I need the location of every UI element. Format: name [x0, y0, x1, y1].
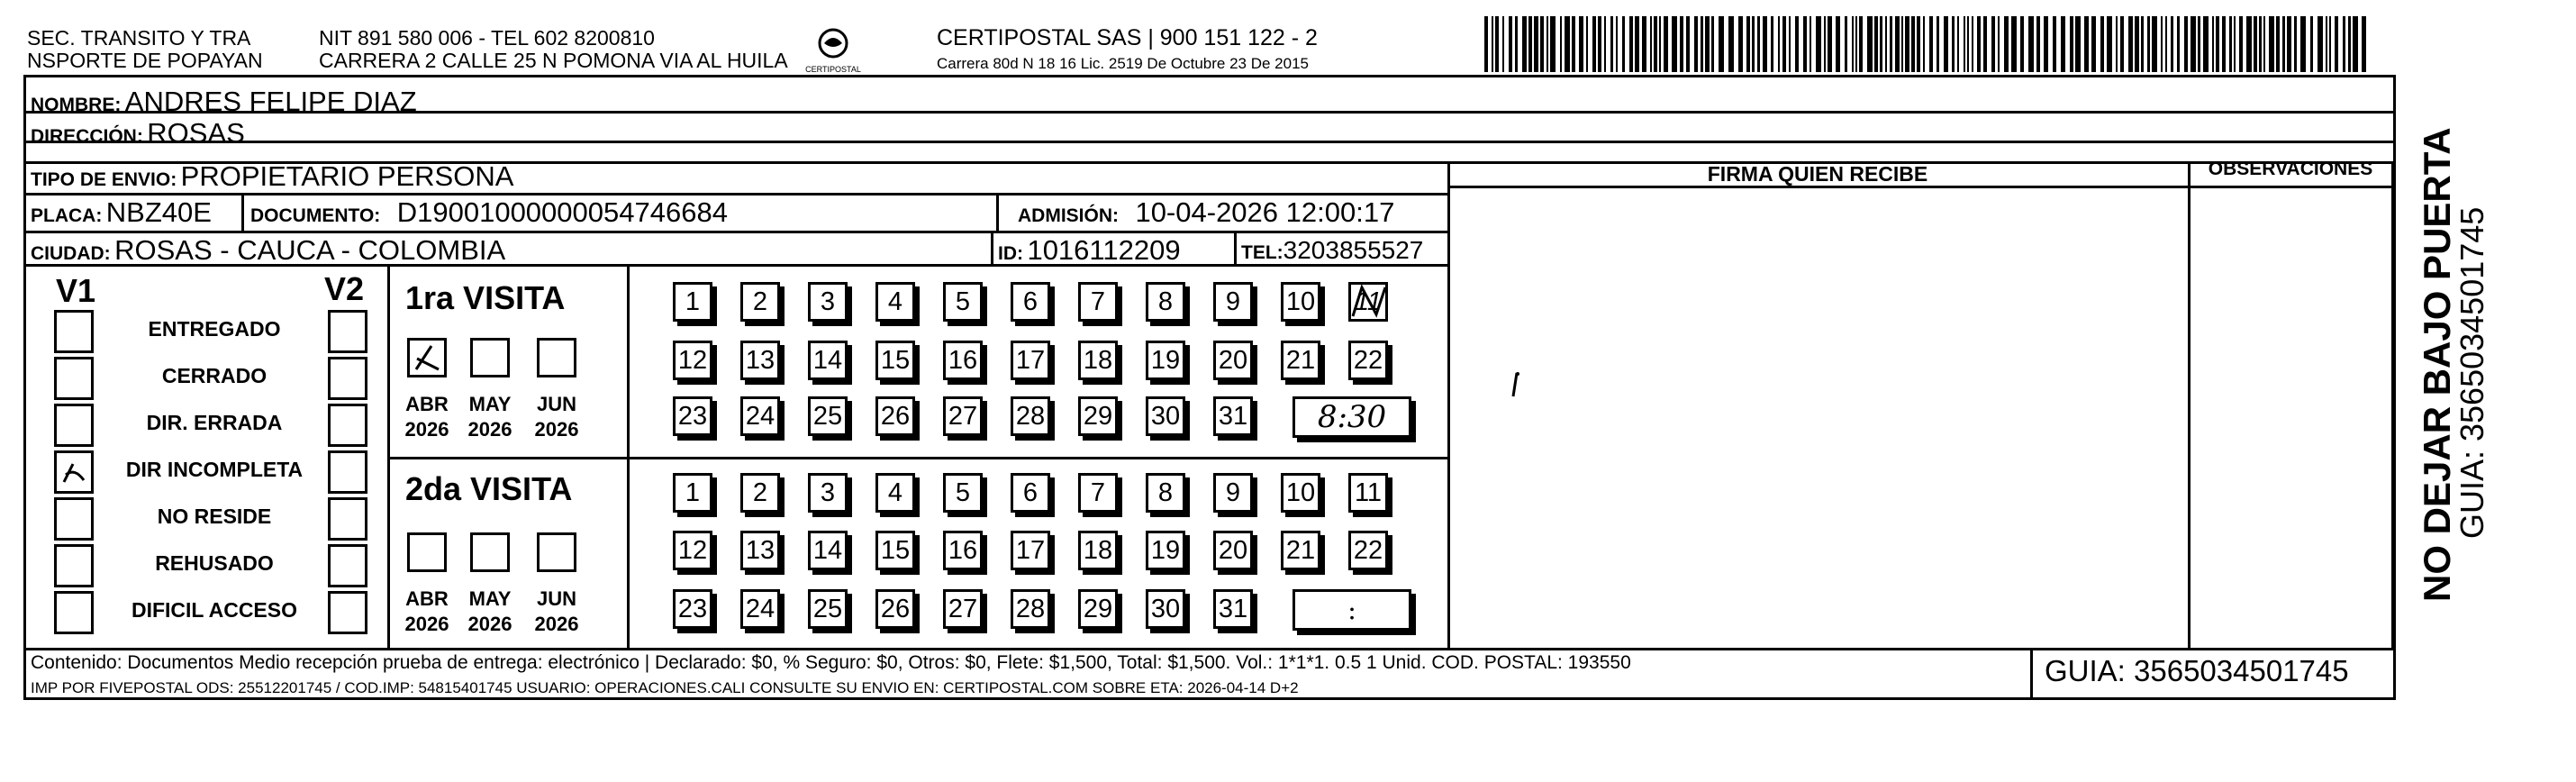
barcode-bar — [1923, 16, 1925, 72]
barcode-bar — [1642, 16, 1646, 72]
v2-checkbox[interactable] — [328, 450, 367, 494]
day-box[interactable]: 14 — [808, 531, 848, 570]
barcode-bar — [2100, 16, 2104, 72]
day-box[interactable]: 28 — [1011, 589, 1050, 629]
day-box[interactable]: 28 — [1011, 396, 1050, 436]
day-box[interactable]: 12 — [673, 341, 712, 380]
footer-contents: Contenido: Documentos Medio recepción prueba de entrega: electrónico | Declarado: $0, % Seguro: $0, Otros: $0, Flete: $1,500, Total: $1,500. Vol.: 1*1*1. 0.5 1 Unid. COD. POSTAL: 193550 — [31, 652, 1631, 673]
barcode-bar — [1810, 16, 1811, 72]
barcode-bar — [2141, 16, 2144, 72]
barcode-bar — [2161, 16, 2163, 72]
day-box[interactable]: 5 — [943, 282, 983, 322]
day-box[interactable]: 13 — [740, 531, 780, 570]
barcode-bar — [1752, 16, 1755, 72]
barcode-bar — [2326, 16, 2327, 72]
barcode-bar — [2184, 16, 2188, 72]
barcode-bar — [1890, 16, 1892, 72]
placa-cell — [31, 196, 212, 229]
barcode-bar — [2335, 16, 2338, 72]
barcode-bar — [1917, 16, 1920, 72]
day-box[interactable]: 16 — [943, 341, 983, 380]
barcode-bar — [1586, 16, 1588, 72]
footer-imp-line: IMP POR FIVEPOSTAL ODS: 25512201745 / COD.IMP: 54815401745 USUARIO: OPERACIONES.CALI CONSULTE SU ENVIO EN: CERTIPOSTAL.COM SOBRE ETA: 2026-04-14 D+2 — [31, 679, 1299, 696]
month-checkbox[interactable] — [407, 338, 447, 377]
barcode-bar — [2070, 16, 2073, 72]
sender-block — [27, 27, 263, 72]
sender-line-1: SEC. TRANSITO Y TRA — [27, 26, 251, 50]
day-box[interactable]: 20 — [1213, 341, 1253, 380]
barcode-bar — [1515, 16, 1518, 72]
barcode-bar — [2107, 16, 2112, 72]
day-box[interactable]: 18 — [1078, 341, 1118, 380]
status-label: DIR INCOMPLETA — [125, 458, 304, 481]
v2-checkbox[interactable] — [328, 310, 367, 353]
day-box[interactable]: 22 — [1348, 341, 1388, 380]
firma-header: FIRMA QUIEN RECIBE — [1707, 162, 1928, 186]
barcode-bar — [1610, 16, 1613, 72]
barcode-bar — [2254, 16, 2257, 72]
month-label: JUN 2026 — [534, 393, 579, 441]
status-label: ENTREGADO — [148, 317, 281, 341]
barcode-bar — [1622, 16, 1625, 72]
day-box[interactable]: 15 — [875, 531, 915, 570]
barcode-bar — [1911, 16, 1915, 72]
id-value: 1016112209 — [1027, 234, 1181, 266]
barcode-bar — [2084, 16, 2089, 72]
day-box[interactable]: 23 — [673, 589, 712, 629]
barcode-bar — [2212, 16, 2214, 72]
day-box[interactable]: 16 — [943, 531, 983, 570]
barcode-bar — [2216, 16, 2219, 72]
sender-line-2: NSPORTE DE POPAYAN — [27, 49, 263, 72]
barcode-bar — [1495, 16, 1499, 72]
barcode-bar — [1763, 16, 1767, 72]
barcode-bar — [2287, 16, 2291, 72]
direccion-value: ROSAS — [147, 117, 245, 149]
day-box[interactable]: 20 — [1213, 531, 1253, 570]
barcode-bar — [2036, 16, 2040, 72]
barcode-bar — [1484, 16, 1488, 72]
tel-label: TEL: — [1241, 242, 1283, 263]
day-box[interactable]: 14 — [808, 341, 848, 380]
barcode-bar — [1534, 16, 1538, 72]
barcode-bar — [2165, 16, 2167, 72]
status-label: NO RESIDE — [157, 505, 272, 528]
tipo-envio-row — [31, 160, 513, 193]
day-box[interactable]: 3 — [808, 282, 848, 322]
barcode-bar — [1859, 16, 1863, 72]
barcode-bar — [2116, 16, 2118, 72]
barcode-bar — [1547, 16, 1548, 72]
admision-label: ADMISIÓN: — [1018, 205, 1119, 226]
barcode-bar — [1855, 16, 1857, 72]
barcode-bar — [2300, 16, 2306, 72]
barcode-bar — [1983, 16, 1987, 72]
day-box[interactable]: 22 — [1348, 531, 1388, 570]
barcode-bar — [2171, 16, 2173, 72]
barcode-bar — [2091, 16, 2096, 72]
day-box[interactable]: 4 — [875, 473, 915, 513]
v2-checkbox[interactable] — [328, 591, 367, 634]
tipo-envio-value: PROPIETARIO PERSONA — [180, 160, 514, 192]
month-label: MAY 2026 — [467, 393, 512, 441]
barcode-bar — [1550, 16, 1556, 72]
observaciones-header: OBSERVACIONES — [2208, 159, 2373, 179]
barcode-bar — [2128, 16, 2133, 72]
barcode-bar — [2239, 16, 2243, 72]
day-box[interactable]: 29 — [1078, 396, 1118, 436]
day-box[interactable]: 24 — [740, 589, 780, 629]
day-box[interactable]: 18 — [1078, 531, 1118, 570]
barcode-bar — [1885, 16, 1887, 72]
day-box[interactable]: 11 — [1348, 282, 1388, 322]
barcode-bar — [2028, 16, 2034, 72]
barcode-bar — [1795, 16, 1799, 72]
nit-line: NIT 891 580 006 - TEL 602 8200810 — [319, 26, 655, 50]
day-box[interactable]: 8 — [1146, 473, 1185, 513]
barcode-bar — [1528, 16, 1532, 72]
barcode-bar — [2011, 16, 2017, 72]
month-label: MAY 2026 — [467, 587, 512, 635]
day-box[interactable]: 8 — [1146, 282, 1185, 322]
barcode-bar — [1592, 16, 1596, 72]
barcode-bar — [1694, 16, 1698, 72]
day-box[interactable]: 25 — [808, 396, 848, 436]
barcode-bar — [1629, 16, 1633, 72]
documento-value: D19001000000054746684 — [396, 196, 728, 228]
id-label: ID: — [998, 243, 1023, 264]
barcode-bar — [2177, 16, 2180, 72]
day-box[interactable]: 25 — [808, 589, 848, 629]
signature-mark — [1506, 369, 1524, 410]
month-checkbox[interactable] — [470, 532, 510, 572]
barcode-bar — [1598, 16, 1601, 72]
barcode-bar — [2317, 16, 2323, 72]
documento-cell — [250, 196, 728, 229]
barcode-bar — [2203, 16, 2209, 72]
day-box[interactable]: 21 — [1281, 341, 1320, 380]
barcode-bar — [1998, 16, 2000, 72]
tel-cell — [1241, 236, 1423, 265]
barcode-bar — [2282, 16, 2285, 72]
barcode-bar — [2198, 16, 2200, 72]
barcode-bar — [1540, 16, 1544, 72]
v2-checkbox[interactable] — [328, 497, 367, 541]
barcode-bar — [2147, 16, 2150, 72]
barcode-bar — [1664, 16, 1668, 72]
placa-label: PLACA: — [31, 205, 103, 226]
barcode-bar — [2075, 16, 2081, 72]
day-box[interactable]: 10 — [1281, 282, 1320, 322]
barcode-bar — [1565, 16, 1570, 72]
barcode-bar — [2004, 16, 2009, 72]
barcode-bar — [1828, 16, 1832, 72]
barcode-bar — [1937, 16, 1939, 72]
day-box[interactable]: 11 — [1348, 473, 1388, 513]
barcode-bar — [1867, 16, 1873, 72]
admision-cell — [1018, 196, 1394, 229]
day-box[interactable]: 1 — [673, 282, 712, 322]
nombre-label: NOMBRE: — [31, 95, 122, 115]
barcode-bar — [1905, 16, 1909, 72]
documento-label: DOCUMENTO: — [250, 205, 381, 226]
day-box[interactable]: 6 — [1011, 282, 1050, 322]
contact-block — [319, 27, 788, 72]
day-box[interactable]: 21 — [1281, 531, 1320, 570]
barcode-bar — [1686, 16, 1690, 72]
barcode-bar — [1635, 16, 1639, 72]
certipostal-logo — [793, 25, 874, 79]
day-box[interactable]: 27 — [943, 589, 983, 629]
direccion-row — [31, 117, 245, 150]
barcode-bar — [2343, 16, 2345, 72]
day-box[interactable]: 19 — [1146, 531, 1185, 570]
barcode-bar — [1728, 16, 1734, 72]
barcode-bar — [2246, 16, 2252, 72]
day-box[interactable]: 7 — [1078, 282, 1118, 322]
direccion-label: DIRECCIÓN: — [31, 126, 143, 147]
day-box[interactable]: 29 — [1078, 589, 1118, 629]
month-label: ABR 2026 — [404, 393, 449, 441]
day-box[interactable]: 19 — [1146, 341, 1185, 380]
day-box[interactable]: 1 — [673, 473, 712, 513]
address-line: CARRERA 2 CALLE 25 N POMONA VIA AL HUILA — [319, 49, 788, 72]
barcode-bar — [1572, 16, 1575, 72]
v1-header: V1 — [56, 272, 96, 309]
first-visit-title: 1ra VISITA — [405, 279, 566, 316]
barcode-bar — [1771, 16, 1773, 72]
barcode-bar — [2353, 16, 2358, 72]
barcode-bar — [1901, 16, 1903, 72]
month-checkbox[interactable] — [470, 338, 510, 377]
barcode-bar — [1782, 16, 1786, 72]
v2-checkbox[interactable] — [328, 544, 367, 587]
barcode-bar — [2152, 16, 2157, 72]
day-box[interactable]: 3 — [808, 473, 848, 513]
barcode-bar — [2061, 16, 2065, 72]
nombre-row — [31, 86, 417, 118]
barcode-bar — [2269, 16, 2274, 72]
second-visit-title: 2da VISITA — [405, 470, 573, 507]
barcode-bar — [2259, 16, 2262, 72]
barcode-bar — [1977, 16, 1981, 72]
day-box[interactable]: 26 — [875, 396, 915, 436]
barcode-bar — [1845, 16, 1847, 72]
day-box[interactable]: 27 — [943, 396, 983, 436]
barcode-bar — [2222, 16, 2226, 72]
tipo-envio-label: TIPO DE ENVIO: — [31, 169, 177, 190]
day-box[interactable]: 6 — [1011, 473, 1050, 513]
license-line: Carrera 80d N 18 16 Lic. 2519 De Octubre 23 De 2015 — [937, 55, 1309, 72]
barcode — [1484, 13, 2367, 76]
barcode-bar — [2276, 16, 2280, 72]
id-cell — [998, 234, 1181, 267]
placa-value: NBZ40E — [105, 196, 212, 228]
footer-guia: GUIA: 3565034501745 — [2045, 654, 2349, 687]
barcode-bar — [2229, 16, 2232, 72]
barcode-bar — [1711, 16, 1714, 72]
barcode-bar — [2020, 16, 2024, 72]
day-box[interactable]: 31 — [1213, 589, 1253, 629]
barcode-bar — [1778, 16, 1780, 72]
day-box[interactable]: 2 — [740, 473, 780, 513]
day-box[interactable]: 10 — [1281, 473, 1320, 513]
barcode-bar — [1522, 16, 1527, 72]
day-box[interactable]: 2 — [740, 282, 780, 322]
month-label: JUN 2026 — [534, 587, 579, 635]
barcode-bar — [1719, 16, 1724, 72]
status-label: DIR. ERRADA — [146, 411, 283, 434]
barcode-bar — [2053, 16, 2056, 72]
v2-checkbox[interactable] — [328, 357, 367, 400]
day-box[interactable]: 4 — [875, 282, 915, 322]
barcode-bar — [1880, 16, 1882, 72]
barcode-bar — [1502, 16, 1504, 72]
barcode-bar — [1705, 16, 1710, 72]
barcode-bar — [1991, 16, 1995, 72]
barcode-bar — [1560, 16, 1562, 72]
day-box[interactable]: 31 — [1213, 396, 1253, 436]
barcode-bar — [1972, 16, 1973, 72]
barcode-bar — [1509, 16, 1512, 72]
day-box[interactable]: 17 — [1011, 341, 1050, 380]
company-block — [937, 25, 1318, 73]
day-box[interactable]: 26 — [875, 589, 915, 629]
tel-value: 3203855527 — [1283, 236, 1424, 264]
barcode-bar — [1579, 16, 1583, 72]
day-box[interactable]: 17 — [1011, 531, 1050, 570]
status-label: REHUSADO — [155, 551, 274, 575]
barcode-bar — [1964, 16, 1965, 72]
admision-value: 10-04-2026 12:00:17 — [1135, 196, 1395, 228]
barcode-bar — [1757, 16, 1760, 72]
barcode-bar — [1816, 16, 1821, 72]
day-box[interactable]: 9 — [1213, 282, 1253, 322]
barcode-bar — [2044, 16, 2048, 72]
barcode-bar — [1836, 16, 1840, 72]
barcode-bar — [1929, 16, 1933, 72]
barcode-bar — [2263, 16, 2265, 72]
ciudad-value: ROSAS - CAUCA - COLOMBIA — [114, 234, 506, 266]
barcode-bar — [1672, 16, 1677, 72]
barcode-bar — [2329, 16, 2331, 72]
month-checkbox[interactable] — [407, 532, 447, 572]
barcode-bar — [1616, 16, 1618, 72]
status-label: DIFICIL ACCESO — [131, 598, 297, 622]
day-box[interactable]: 15 — [875, 341, 915, 380]
barcode-bar — [1803, 16, 1807, 72]
status-label: CERRADO — [161, 364, 268, 387]
day-box[interactable]: 9 — [1213, 473, 1253, 513]
barcode-bar — [2348, 16, 2351, 72]
side-title: NO DEJAR BAJO PUERTA — [2416, 127, 2458, 602]
day-box[interactable]: 13 — [740, 341, 780, 380]
day-box[interactable]: 23 — [673, 396, 712, 436]
day-box[interactable]: 5 — [943, 473, 983, 513]
barcode-bar — [1604, 16, 1606, 72]
day-box[interactable]: 7 — [1078, 473, 1118, 513]
barcode-bar — [1852, 16, 1854, 72]
barcode-bar — [1944, 16, 1948, 72]
svg-text:CERTIPOSTAL: CERTIPOSTAL — [805, 65, 861, 74]
barcode-bar — [1659, 16, 1661, 72]
barcode-bar — [1650, 16, 1652, 72]
month-checkbox[interactable] — [537, 338, 576, 377]
first-visit-time[interactable]: 8:30 — [1293, 396, 1411, 438]
barcode-bar — [2362, 16, 2366, 72]
day-box[interactable]: 30 — [1146, 396, 1185, 436]
side-guia: GUIA: 3565034501745 — [2454, 206, 2490, 539]
barcode-bar — [1746, 16, 1750, 72]
barcode-bar — [1789, 16, 1791, 72]
barcode-bar — [2191, 16, 2196, 72]
barcode-bar — [1492, 16, 1493, 72]
barcode-bar — [2120, 16, 2124, 72]
barcode-bar — [1952, 16, 1955, 72]
barcode-bar — [1680, 16, 1683, 72]
barcode-bar — [1824, 16, 1826, 72]
month-label: ABR 2026 — [404, 587, 449, 635]
barcode-bar — [2294, 16, 2297, 72]
barcode-bar — [2135, 16, 2139, 72]
ciudad-label: CIUDAD: — [31, 243, 111, 264]
second-visit-time[interactable]: : — [1293, 589, 1411, 631]
barcode-bar — [2310, 16, 2313, 72]
day-box[interactable]: 24 — [740, 396, 780, 436]
barcode-bar — [2234, 16, 2236, 72]
barcode-bar — [1874, 16, 1878, 72]
day-box[interactable]: 30 — [1146, 589, 1185, 629]
barcode-bar — [1895, 16, 1900, 72]
company-line: CERTIPOSTAL SAS | 900 151 122 - 2 — [937, 25, 1318, 50]
nombre-value: ANDRES FELIPE DIAZ — [124, 86, 417, 117]
v2-header: V2 — [324, 270, 365, 307]
barcode-bar — [1967, 16, 1969, 72]
barcode-bar — [1957, 16, 1959, 72]
barcode-bar — [1701, 16, 1703, 72]
barcode-bar — [1654, 16, 1657, 72]
barcode-bar — [1738, 16, 1743, 72]
ciudad-cell — [31, 234, 505, 267]
day-box[interactable]: 12 — [673, 531, 712, 570]
month-checkbox[interactable] — [537, 532, 576, 572]
v2-checkbox[interactable] — [328, 404, 367, 447]
